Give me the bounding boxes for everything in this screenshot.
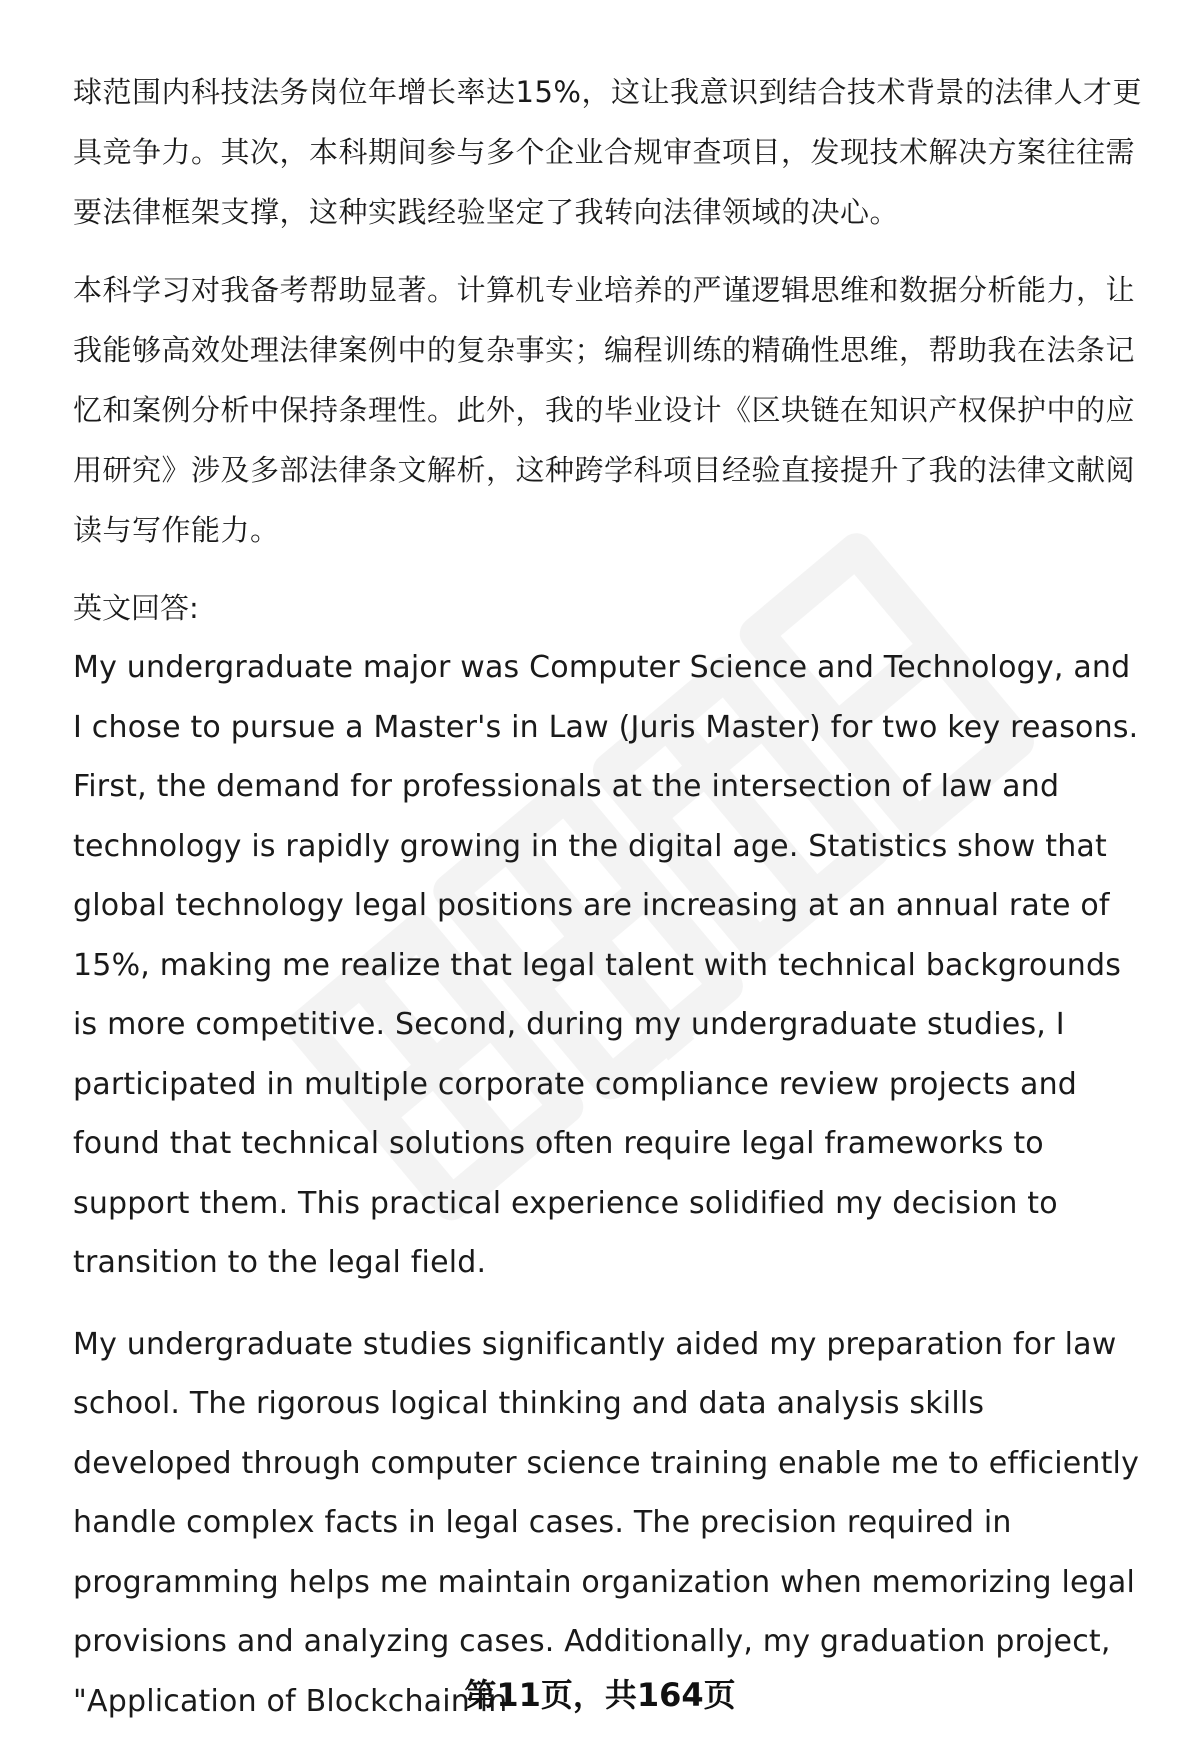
paragraph-en-2: My undergraduate studies significantly aided my preparation for law school. The rigorous logical thinking and data analysis skills developed through computer science training enable me to efficiently handle complex facts in legal cases. The precision required in programming helps me maintain organization when memorizing legal provisions and analyzing cases. Additionally, my graduation project, "Application of Blockchain in xyxy=(73,1326,1140,1719)
page-number-footer: 第11页，共164页 xyxy=(464,1676,736,1714)
paragraph-cn-1: 球范围内科技法务岗位年增长率达15%，这让我意识到结合技术背景的法律人才更具竞争力。其次，本科期间参与多个企业合规审查项目，发现技术解决方案往往需要法律框架支撑，这种实践经验坚定了我转向法律领域的决心。 xyxy=(73,75,1142,229)
paragraph-en-1: My undergraduate major was Computer Science and Technology, and I chose to pursue a Master's in Law (Juris Master) for two key reasons. First, the demand for professionals at the intersection of law and technology is rapidly growing in the digital age. Statistics show that global technology legal positions are increasing at an annual rate of 15%, making me realize that legal talent with technical backgrounds is more competitive. Second, during my undergraduate studies, I participated in multiple corporate compliance review projects and found that technical solutions often require legal frameworks to support them. This practical experience solidified my decision to transition to the legal field. xyxy=(73,650,1139,1280)
english-answer-label: 英文回答: xyxy=(73,591,199,625)
paragraph-cn-2: 本科学习对我备考帮助显著。计算机专业培养的严谨逻辑思维和数据分析能力，让我能够高效处理法律案例中的复杂事实；编程训练的精确性思维，帮助我在法条记忆和案例分析中保持条理性。此外，我的毕业设计《区块链在知识产权保护中的应用研究》涉及多部法律条文解析，这种跨学科项目经验直接提升了我的法律文献阅读与写作能力。 xyxy=(73,273,1136,547)
main-content xyxy=(73,62,1143,1731)
